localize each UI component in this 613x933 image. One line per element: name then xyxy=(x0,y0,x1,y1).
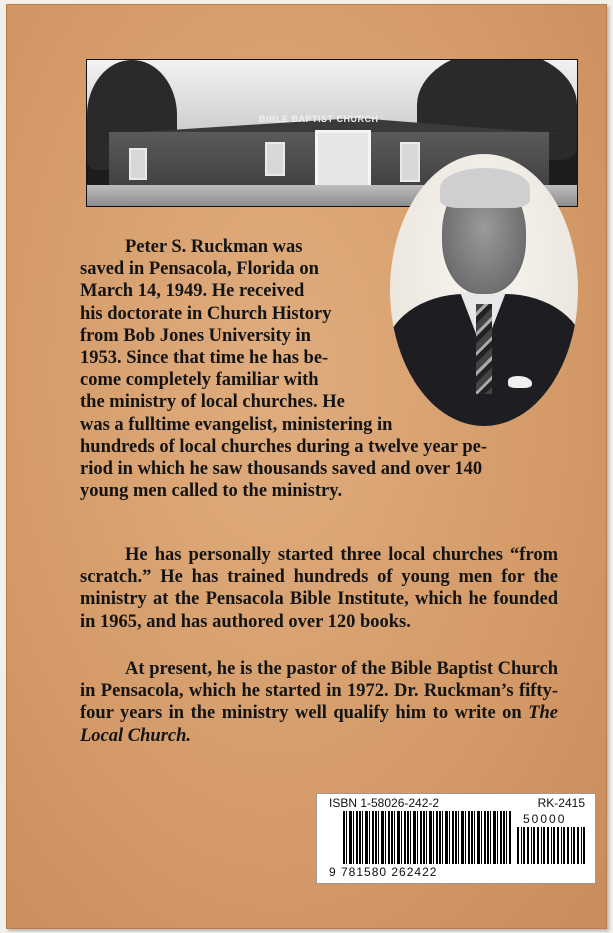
bio-paragraph-3 xyxy=(80,658,558,747)
church-window xyxy=(129,148,147,180)
bio-line: hundreds of local churches during a twelve year pe- xyxy=(80,436,488,457)
addon-barcode xyxy=(517,827,587,864)
bio-line: Peter S. Ruckman was xyxy=(125,237,303,257)
bio-line: his doctorate in Church History xyxy=(80,303,332,324)
church-sign: BIBLE BAPTIST CHURCH xyxy=(259,114,379,124)
product-code: RK-2415 xyxy=(537,796,585,810)
portrait-hair xyxy=(440,168,530,208)
bio-line: young men called to the ministry. xyxy=(80,481,343,502)
bio-line: come completely familiar with xyxy=(80,370,319,391)
isbn-number: ISBN 1-58026-242-2 xyxy=(329,796,440,810)
church-window xyxy=(265,142,285,176)
bio-paragraph-2: He has personally started three local churches “from scratch.” He has trained hundreds of young men for the ministry at the Pensacola Bible Institute, which he founded in 1965, and has authored over 120 books. xyxy=(80,545,558,632)
ean-barcode xyxy=(343,811,511,864)
bio-line: riod in which he saw thousands saved and over 140 xyxy=(80,459,483,480)
bio-line: was a fulltime evangelist, ministering in xyxy=(80,414,393,435)
book-back-cover xyxy=(6,4,607,929)
bio-paragraph-1 xyxy=(80,236,550,502)
bio-line: saved in Pensacola, Florida on xyxy=(80,259,319,280)
church-window xyxy=(400,142,420,182)
addon-digits: 50000 xyxy=(523,812,567,826)
bio-line: March 14, 1949. He received xyxy=(80,281,305,302)
bio-line: 1953. Since that time he has be- xyxy=(80,348,329,369)
bio-line: from Bob Jones University in xyxy=(80,325,311,346)
bio-line: the ministry of local churches. He xyxy=(80,392,345,413)
church-door xyxy=(315,130,371,188)
bio-paragraph-3-text: At present, he is the pastor of the Bible Baptist Church in Pensacola, which he started in 1972. Dr. Ruckman’s fifty-four years in the ministry well qualify him to write on xyxy=(80,659,558,724)
book-title: The Local Church. xyxy=(80,703,558,746)
barcode-label xyxy=(316,793,596,884)
ean-digits: 9 781580 262422 xyxy=(329,865,438,879)
